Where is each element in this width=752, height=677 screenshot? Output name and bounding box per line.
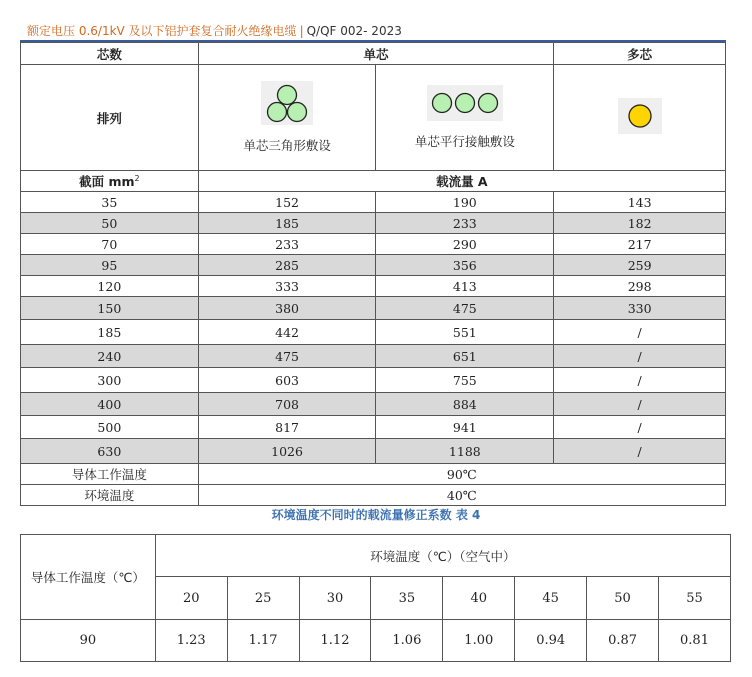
flat-touching-icon <box>427 85 503 121</box>
correction-factor-cell: 0.94 <box>515 620 587 662</box>
arrangement-label: 排列 <box>21 65 199 171</box>
multi-core-ampacity-cell: / <box>554 345 726 368</box>
conductor-temp-header: 导体工作温度（℃） <box>21 535 156 620</box>
table-row <box>21 297 726 320</box>
correction-factor-cell: 1.00 <box>443 620 515 662</box>
trefoil-icon <box>261 81 313 125</box>
correction-factor-cell: 1.23 <box>155 620 227 662</box>
document-header <box>27 22 402 39</box>
ambient-temp-cell: 35 <box>371 577 443 620</box>
multi-core-ampacity-cell: / <box>554 393 726 416</box>
table-row <box>21 439 726 464</box>
multi-core-ampacity-cell: / <box>554 368 726 393</box>
trefoil-ampacity-cell: 708 <box>198 393 376 416</box>
flat-ampacity-cell: 190 <box>376 192 554 213</box>
conductor-temp-value-cell: 90 <box>21 620 156 662</box>
ambient-temp-cell: 20 <box>155 577 227 620</box>
section-cell: 150 <box>21 297 199 320</box>
trefoil-ampacity-cell: 475 <box>198 345 376 368</box>
flat-arrangement-cell <box>376 65 554 171</box>
conductor-temp-label: 导体工作温度 <box>21 464 199 485</box>
trefoil-ampacity-cell: 152 <box>198 192 376 213</box>
table-row <box>21 213 726 234</box>
ambient-temp-cell: 45 <box>515 577 587 620</box>
flat-ampacity-cell: 413 <box>376 276 554 297</box>
flat-ampacity-cell: 1188 <box>376 439 554 464</box>
header-separator: | <box>299 24 304 38</box>
table-row <box>21 255 726 276</box>
trefoil-ampacity-cell: 333 <box>198 276 376 297</box>
trefoil-arrangement-cell <box>198 65 376 171</box>
section-cell: 95 <box>21 255 199 276</box>
correction-factor-cell: 1.06 <box>371 620 443 662</box>
table-row <box>21 276 726 297</box>
ambient-temp-label: 环境温度 <box>21 485 199 506</box>
multi-core-ampacity-cell: 298 <box>554 276 726 297</box>
table-row <box>21 234 726 255</box>
section-cell: 50 <box>21 213 199 234</box>
ambient-temp-group-header: 环境温度（℃）（空气中） <box>155 535 730 577</box>
factor-row <box>21 620 731 662</box>
ampacity-table <box>20 42 726 506</box>
multi-core-ampacity-cell: / <box>554 320 726 345</box>
flat-ampacity-cell: 290 <box>376 234 554 255</box>
ambient-temp-cell: 55 <box>659 577 731 620</box>
multi-core-ampacity-cell: / <box>554 439 726 464</box>
document-title: 额定电压 0.6/1kV 及以下铝护套复合耐火绝缘电缆 <box>27 24 297 38</box>
table-row <box>21 345 726 368</box>
section-cell: 240 <box>21 345 199 368</box>
flat-caption: 单芯平行接触敷设 <box>414 134 515 149</box>
section-cell: 185 <box>21 320 199 345</box>
ampacity-rows <box>21 192 726 464</box>
trefoil-ampacity-cell: 185 <box>198 213 376 234</box>
trefoil-ampacity-cell: 817 <box>198 416 376 439</box>
trefoil-caption: 单芯三角形敷设 <box>243 138 331 153</box>
flat-ampacity-cell: 651 <box>376 345 554 368</box>
conductor-temp-value: 90℃ <box>198 464 725 485</box>
multi-core-ampacity-cell: 259 <box>554 255 726 276</box>
multi-core-ampacity-cell: / <box>554 416 726 439</box>
correction-table-title: 环境温度不同时的载流量修正系数 表 4 <box>271 508 481 522</box>
trefoil-ampacity-cell: 233 <box>198 234 376 255</box>
trefoil-ampacity-cell: 603 <box>198 368 376 393</box>
multi-core-header: 多芯 <box>554 43 726 65</box>
flat-ampacity-cell: 941 <box>376 416 554 439</box>
table-row <box>21 416 726 439</box>
ambient-temp-cell: 40 <box>443 577 515 620</box>
multi-core-ampacity-cell: 217 <box>554 234 726 255</box>
flat-ampacity-cell: 233 <box>376 213 554 234</box>
cores-label: 芯数 <box>21 43 199 65</box>
flat-ampacity-cell: 551 <box>376 320 554 345</box>
flat-ampacity-cell: 356 <box>376 255 554 276</box>
table-row <box>21 320 726 345</box>
section-cell: 300 <box>21 368 199 393</box>
section-label: 截面 $mm^2$ <box>21 171 199 192</box>
trefoil-ampacity-cell: 285 <box>198 255 376 276</box>
correction-factor-cell: 0.81 <box>659 620 731 662</box>
correction-factor-table <box>20 534 731 662</box>
correction-factor-cell: 1.12 <box>299 620 371 662</box>
trefoil-ampacity-cell: 380 <box>198 297 376 320</box>
multi-core-ampacity-cell: 143 <box>554 192 726 213</box>
table-row <box>21 368 726 393</box>
flat-ampacity-cell: 755 <box>376 368 554 393</box>
multi-core-ampacity-cell: 182 <box>554 213 726 234</box>
section-cell: 35 <box>21 192 199 213</box>
table-row <box>21 192 726 213</box>
correction-factor-cell: 1.17 <box>227 620 299 662</box>
multi-core-ampacity-cell: 330 <box>554 297 726 320</box>
ambient-temp-cell: 50 <box>587 577 659 620</box>
correction-factor-cell: 0.87 <box>587 620 659 662</box>
multi-core-icon <box>618 98 662 134</box>
section-cell: 400 <box>21 393 199 416</box>
trefoil-ampacity-cell: 1026 <box>198 439 376 464</box>
section-cell: 500 <box>21 416 199 439</box>
table-row <box>21 393 726 416</box>
standard-code: Q/QF 002- 2023 <box>306 24 402 38</box>
ambient-temp-value: 40℃ <box>198 485 725 506</box>
ambient-temp-cell: 25 <box>227 577 299 620</box>
ampacity-label: 载流量 A <box>198 171 725 192</box>
multi-core-arrangement-cell <box>554 65 726 171</box>
trefoil-ampacity-cell: 442 <box>198 320 376 345</box>
flat-ampacity-cell: 475 <box>376 297 554 320</box>
section-cell: 120 <box>21 276 199 297</box>
section-cell: 630 <box>21 439 199 464</box>
single-core-header: 单芯 <box>198 43 554 65</box>
flat-ampacity-cell: 884 <box>376 393 554 416</box>
ambient-temp-cell: 30 <box>299 577 371 620</box>
section-cell: 70 <box>21 234 199 255</box>
